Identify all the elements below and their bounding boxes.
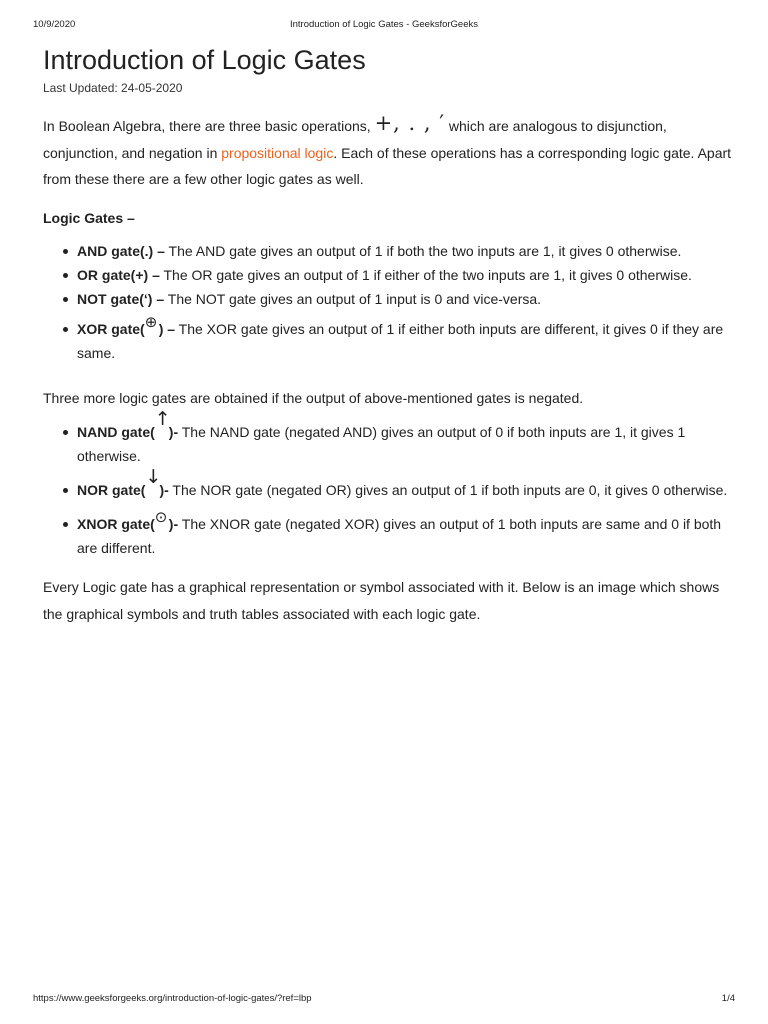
and-gate-desc: The AND gate gives an output of 1 if both the two inputs are 1, it gives 0 otherwise. <box>164 242 682 259</box>
nand-symbol: ↑ <box>154 408 171 430</box>
section-heading: Logic Gates – <box>43 209 135 226</box>
xnor-gate-term <box>77 508 179 532</box>
xnor-circled-dot-icon <box>154 508 169 529</box>
intro-text-3: . Each of these operations has a corresponding logic gate. Apart from these there are a few other logic gates as well. <box>43 144 732 187</box>
propositional-logic-link[interactable]: propositional logic <box>221 144 334 161</box>
nor-term-end: )- <box>159 482 169 498</box>
nand-term-start: NAND gate( <box>77 424 155 440</box>
xor-term-start: XOR gate( <box>77 320 145 337</box>
print-header <box>33 19 735 33</box>
xnor-term-end: )- <box>168 516 179 532</box>
xnor-gate-desc: The XNOR gate (negated XOR) gives an output of 1 both inputs are same and 0 if both are different. <box>77 516 722 556</box>
or-gate-term: OR gate(+) – <box>77 266 160 283</box>
list-item-nand <box>77 408 733 468</box>
nand-gate-desc: The NAND gate (negated AND) gives an output of 0 if both inputs are 1, it gives 1 otherwise. <box>77 424 686 464</box>
nor-symbol: ↓ <box>145 466 162 488</box>
nor-gate-term <box>77 466 169 498</box>
basic-gates-list <box>43 239 733 365</box>
nand-gate-term <box>77 408 179 440</box>
article <box>43 40 733 627</box>
negated-intro: Three more logic gates are obtained if the output of above-mentioned gates is negated. <box>43 389 584 406</box>
xnor-term-start: XNOR gate( <box>77 516 155 532</box>
intro-paragraph <box>43 110 733 193</box>
xnor-symbol: ⊙ <box>154 508 168 526</box>
print-footer <box>33 993 735 1007</box>
xor-gate-desc: The XOR gate gives an output of 1 if either both inputs are different, it gives 0 if they are same. <box>77 320 724 361</box>
nor-term-start: NOR gate( <box>77 482 146 498</box>
intro-text-2: which are analogous to disjunction, conjunction, and negation in <box>43 118 667 161</box>
not-gate-desc: The NOT gate gives an output of 1 input is 0 and vice-versa. <box>164 290 542 307</box>
list-item-and <box>77 239 733 263</box>
page-number: 1/4 <box>721 993 735 1004</box>
nand-arrow-up-icon <box>154 408 171 437</box>
or-gate-desc: The OR gate gives an output of 1 if either of the two inputs are 1, it gives 0 otherwise. <box>159 266 692 283</box>
list-item-xnor <box>77 508 733 560</box>
intro-text-1: In Boolean Algebra, there are three basic operations, <box>43 118 375 134</box>
xor-gate-term <box>77 312 176 337</box>
nor-gate-desc: The NOR gate (negated OR) gives an output of 1 if both inputs are 0, it gives 0 otherwise. <box>168 482 728 498</box>
and-gate-term: AND gate(.) – <box>77 242 165 259</box>
negated-gates-list <box>43 408 733 560</box>
nand-term-end: )- <box>168 424 179 440</box>
last-updated: Last Updated: 24-05-2020 <box>43 81 183 95</box>
print-page-title: Introduction of Logic Gates - GeeksforGeeks <box>290 19 478 30</box>
print-date: 10/9/2020 <box>33 19 76 30</box>
list-item-nor <box>77 466 733 502</box>
closing-paragraph: Every Logic gate has a graphical representation or symbol associated with it. Below is an image which shows the graphical symbols and truth tables associated with each logic gate. <box>43 579 720 622</box>
article-title: Introduction of Logic Gates <box>43 45 366 75</box>
list-item-not <box>77 287 733 311</box>
list-item-or <box>77 263 733 287</box>
nor-arrow-down-icon <box>145 466 162 495</box>
xor-symbol-icon <box>144 312 159 334</box>
list-item-xor <box>77 312 733 365</box>
xor-symbol: ⊕ <box>144 312 158 331</box>
print-url: https://www.geeksforgeeks.org/introduction-of-logic-gates/?ref=lbp <box>33 993 312 1004</box>
xor-term-end: ) – <box>158 320 176 337</box>
boolean-operators: +, . , ′ <box>374 111 445 135</box>
not-gate-term: NOT gate(‘) – <box>77 290 165 307</box>
